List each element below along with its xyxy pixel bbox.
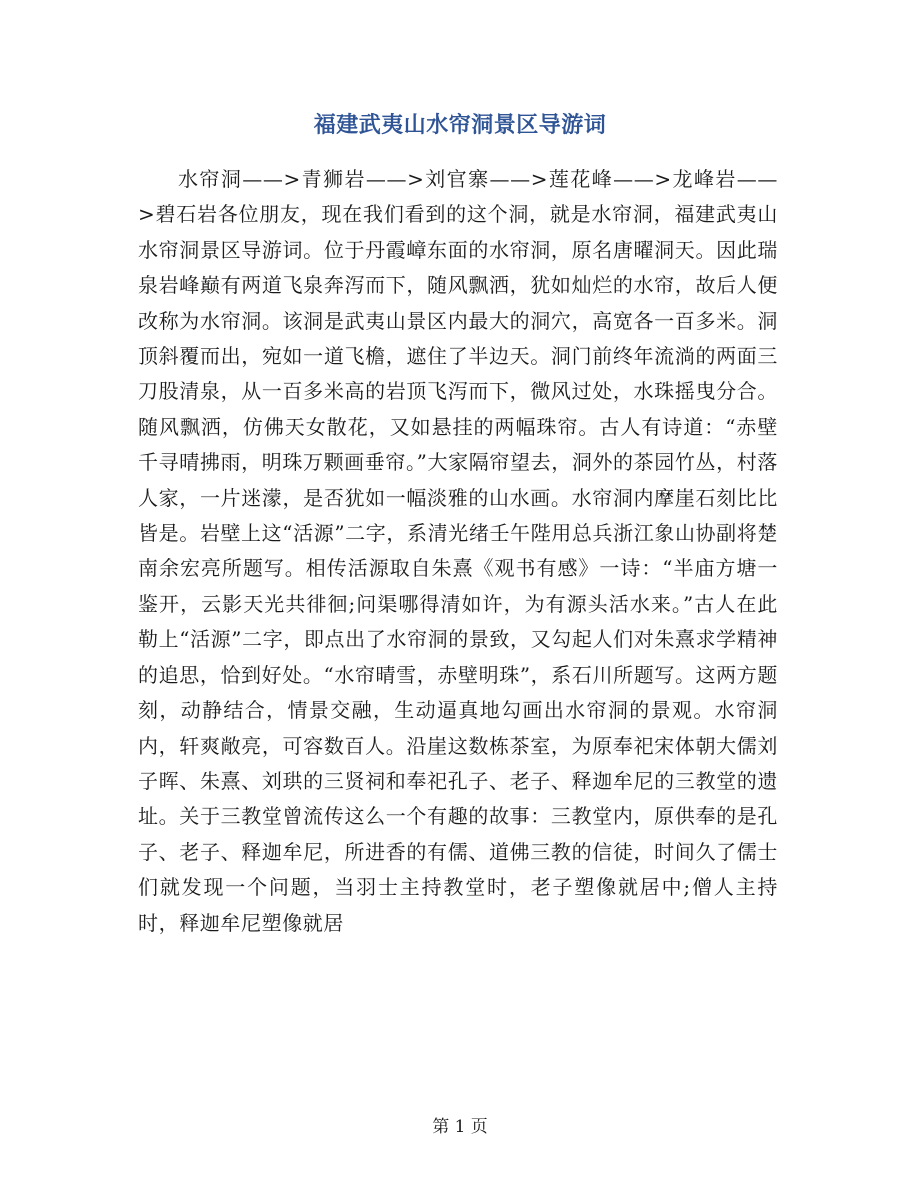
body-paragraph: 水帘洞——>青狮岩——>刘官寨——>莲花峰——>龙峰岩——>碧石岩各位朋友，现在我们看到的这个洞，就是水帘洞，福建武夷山水帘洞景区导游词。位于丹霞嶂东面的水帘洞，原名唐曜洞天。因此瑞泉岩峰巅有两道飞泉奔泻而下，随风飘洒，犹如灿烂的水帘，故后人便改称为水帘洞。该洞是武夷山景区内最大的洞穴，高宽各一百多米。洞顶斜覆而出，宛如一道飞檐，遮住了半边天。洞门前终年流淌的两面三刀股清泉，从一百多米高的岩顶飞泻而下，微风过处，水珠摇曳分合。随风飘洒，仿佛天女散花，又如悬挂的两幅珠帘。古人有诗道：“赤壁千寻晴拂雨，明珠万颗画垂帘。”大家隔帘望去，洞外的茶园竹丛，村落人家，一片迷濛，是否犹如一幅淡雅的山水画。水帘洞内摩崖石刻比比皆是。岩壁上这“活源”二字，系清光绪壬午陛用总兵浙江象山协副将楚南余宏亮所题写。相传活源取自朱熹《观书有感》一诗：“半庙方塘一鉴开，云影天光共徘徊;问渠哪得清如许，为有源头活水来。”古人在此勒上“活源”二字，即点出了水帘洞的景致，又勾起人们对朱熹求学精神的追思，恰到好处。“水帘晴雪，赤壁明珠”，系石川所题写。这两方题刻，动静结合，情景交融，生动逼真地勾画出水帘洞的景观。水帘洞内，轩爽敞亮，可容数百人。沿崖这数栋茶室，为原奉祀宋体朝大儒刘子晖、朱熹、刘珙的三贤祠和奉祀孔子、老子、释迦牟尼的三教堂的遗址。关于三教堂曾流传这么一个有趣的故事：三教堂内，原供奉的是孔子、老子、释迦牟尼，所进香的有儒、道佛三教的信徒，时间久了儒士们就发现一个问题，当羽士主持教堂时，老子塑像就居中;僧人主持时，释迦牟尼塑像就居 [138, 167, 778, 935]
page-title: 福建武夷山水帘洞景区导游词 [313, 112, 607, 138]
page-number: 第 1 页 [432, 1117, 488, 1137]
